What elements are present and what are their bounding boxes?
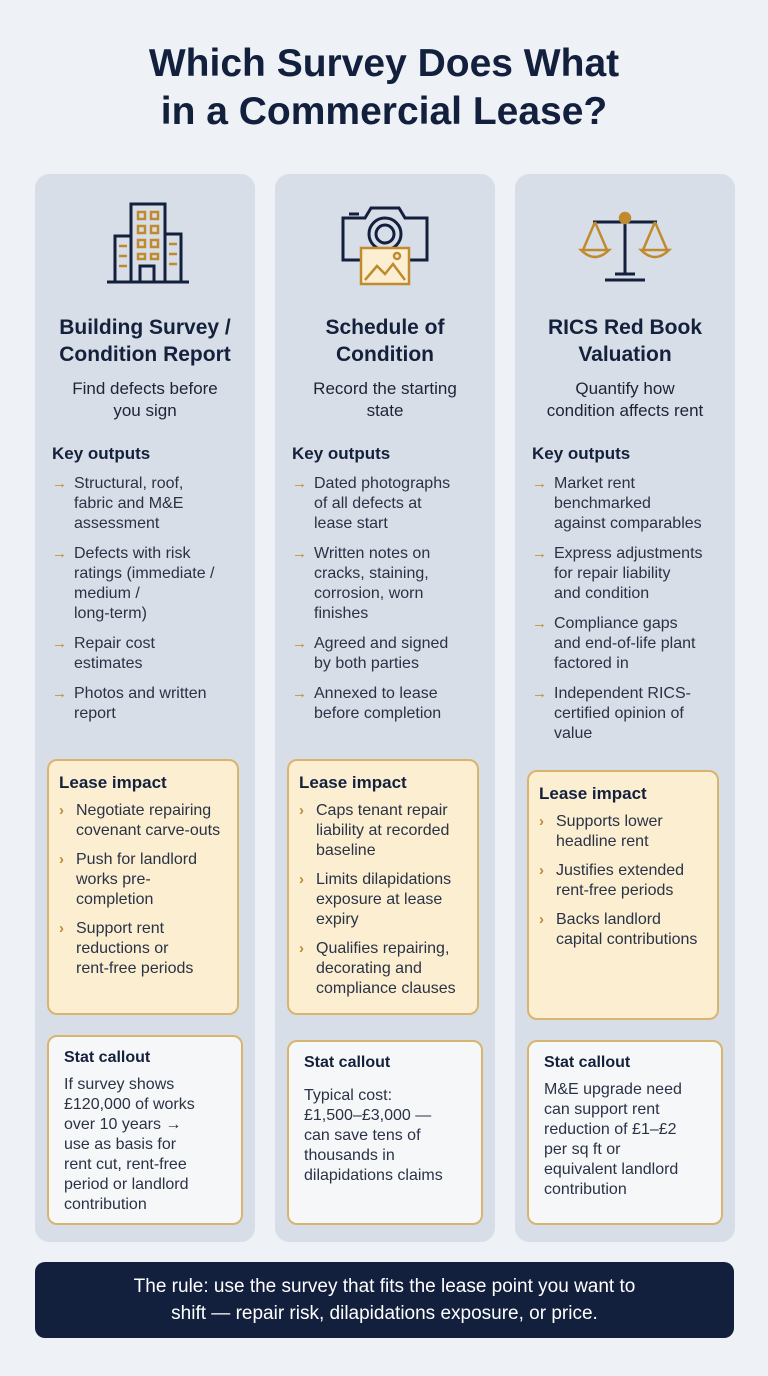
text-line: benchmarked xyxy=(554,495,651,512)
text-line: exposure at lease xyxy=(316,891,443,908)
text-line: baseline xyxy=(316,842,376,859)
column-subtitle-line: you sign xyxy=(113,401,177,420)
text-line: Support rent xyxy=(76,920,165,937)
column-title-line: Schedule of xyxy=(325,316,445,339)
chevron-right-icon: › xyxy=(59,851,64,868)
stat-callout-text xyxy=(64,1075,236,1215)
arrow-right-icon: → xyxy=(52,635,67,652)
text-line: thousands in xyxy=(304,1147,395,1164)
text-line: lease start xyxy=(314,515,388,532)
text-line: rent cut, rent-free xyxy=(64,1156,187,1173)
arrow-right-icon: → xyxy=(532,685,547,702)
text-line: by both parties xyxy=(314,655,419,672)
text-line: medium / xyxy=(74,585,140,602)
survey-column-building xyxy=(35,174,255,1242)
text-line: Supports lower xyxy=(556,813,663,830)
column-title-line: Building Survey / xyxy=(59,316,231,339)
impact-item xyxy=(59,919,239,979)
column-subtitle-line: state xyxy=(366,401,404,420)
text-line: Qualifies repairing, xyxy=(316,940,450,957)
text-line: against comparables xyxy=(554,515,702,532)
output-item xyxy=(532,614,728,674)
text-line: Express adjustments xyxy=(554,545,703,562)
text-line: reductions or xyxy=(76,940,169,957)
column-subtitle xyxy=(47,378,243,422)
lease-impact-list xyxy=(539,812,719,959)
title-line: in a Commercial Lease? xyxy=(160,90,608,133)
text-line: completion xyxy=(76,891,154,908)
arrow-right-icon: → xyxy=(532,545,547,562)
key-outputs-heading: Key outputs xyxy=(292,444,391,463)
column-title xyxy=(43,314,247,368)
chevron-right-icon: › xyxy=(299,802,304,819)
arrow-right-icon: → xyxy=(52,475,67,492)
column-title-line: Valuation xyxy=(578,343,672,366)
arrow-right-icon: → xyxy=(532,475,547,492)
stat-callout-text xyxy=(544,1080,716,1200)
arrow-right-icon: → xyxy=(52,685,67,702)
impact-item xyxy=(539,812,719,852)
text-line: Negotiate repairing xyxy=(76,802,212,819)
text-line: fabric and M&E xyxy=(74,495,184,512)
output-item xyxy=(292,634,488,674)
text-line: capital contributions xyxy=(556,931,698,948)
output-item xyxy=(532,684,728,744)
text-line: cracks, staining, xyxy=(314,565,429,582)
lease-impact-heading: Lease impact xyxy=(299,773,407,792)
text-line: equivalent landlord xyxy=(544,1161,679,1178)
column-subtitle-line: Quantify how xyxy=(575,379,675,398)
text-line: of all defects at xyxy=(314,495,422,512)
text-line: covenant carve-outs xyxy=(76,822,221,839)
text-line: use as basis for xyxy=(64,1136,177,1153)
text-line: estimates xyxy=(74,655,143,672)
text-line: contribution xyxy=(544,1181,627,1198)
text-line: £120,000 of works xyxy=(64,1096,195,1113)
text-line: factored in xyxy=(554,655,629,672)
arrow-right-icon: → xyxy=(292,475,307,492)
text-line: Backs landlord xyxy=(556,911,661,928)
text-line: can save tens of xyxy=(304,1127,421,1144)
impact-item xyxy=(299,870,479,930)
output-item xyxy=(532,474,728,534)
text-line: finishes xyxy=(314,605,369,622)
text-line: rent-free periods xyxy=(556,882,674,899)
chevron-right-icon: › xyxy=(539,862,544,879)
lease-impact-heading: Lease impact xyxy=(539,784,647,803)
text-line: Push for landlord xyxy=(76,851,197,868)
stat-callout-heading: Stat callout xyxy=(304,1054,391,1071)
column-subtitle xyxy=(527,378,723,422)
text-line: per sq ft or xyxy=(544,1141,621,1158)
text-line: Justifies extended xyxy=(556,862,685,879)
output-item xyxy=(292,684,488,724)
text-line: If survey shows xyxy=(64,1076,175,1093)
text-line: for repair liability xyxy=(554,565,671,582)
chevron-right-icon: › xyxy=(59,802,64,819)
key-outputs-list xyxy=(532,474,728,754)
key-outputs-list xyxy=(292,474,488,734)
lease-impact-box xyxy=(287,759,479,1015)
text-line: rent-free periods xyxy=(76,960,194,977)
chevron-right-icon: › xyxy=(539,813,544,830)
column-subtitle-line: Record the starting xyxy=(313,379,457,398)
impact-item xyxy=(539,861,719,901)
lease-impact-box xyxy=(527,770,719,1020)
output-item xyxy=(52,474,248,534)
impact-item xyxy=(299,939,479,999)
text-line: over 10 years → xyxy=(64,1116,182,1133)
camera-photo-icon xyxy=(275,194,495,294)
stat-callout-box xyxy=(287,1040,483,1225)
chevron-right-icon: › xyxy=(299,871,304,888)
lease-impact-box xyxy=(47,759,239,1015)
text-line: Limits dilapidations xyxy=(316,871,452,888)
text-line: Agreed and signed xyxy=(314,635,449,652)
arrow-right-icon: → xyxy=(292,635,307,652)
output-item xyxy=(292,474,488,534)
text-line: Caps tenant repair xyxy=(316,802,448,819)
text-line: expiry xyxy=(316,911,359,928)
office-building-icon xyxy=(35,194,255,294)
chevron-right-icon: › xyxy=(299,940,304,957)
arrow-right-icon: → xyxy=(52,545,67,562)
text-line: works pre- xyxy=(76,871,151,888)
output-item xyxy=(52,684,248,724)
text-line: liability at recorded xyxy=(316,822,450,839)
text-line: Annexed to lease xyxy=(314,685,438,702)
text-line: decorating and xyxy=(316,960,422,977)
chevron-right-icon: › xyxy=(539,911,544,928)
column-subtitle-line: condition affects rent xyxy=(546,401,704,420)
text-line: and condition xyxy=(554,585,650,602)
text-line: headline rent xyxy=(556,833,649,850)
stat-callout-text xyxy=(304,1086,476,1186)
text-line: Repair cost xyxy=(74,635,155,652)
key-outputs-heading: Key outputs xyxy=(532,444,631,463)
text-line: Photos and written xyxy=(74,685,207,702)
survey-column-valuation xyxy=(515,174,735,1242)
page-title xyxy=(0,40,768,136)
impact-item xyxy=(539,910,719,950)
footer-line: The rule: use the survey that fits the lease point you want to xyxy=(133,1276,636,1297)
text-line: reduction of £1–£2 xyxy=(544,1121,677,1138)
output-item xyxy=(292,544,488,624)
output-item xyxy=(532,544,728,604)
text-line: Written notes on xyxy=(314,545,431,562)
text-line: certified opinion of xyxy=(554,705,684,722)
output-item xyxy=(52,634,248,674)
lease-impact-list xyxy=(299,801,479,1008)
text-line: £1,500–£3,000 — xyxy=(304,1107,432,1124)
text-line: before completion xyxy=(314,705,442,722)
text-line: Typical cost: xyxy=(304,1087,393,1104)
text-line: Structural, roof, xyxy=(74,475,184,492)
footer-line: shift — repair risk, dilapidations exposure, or price. xyxy=(171,1303,598,1324)
text-line: Compliance gaps xyxy=(554,615,678,632)
column-subtitle xyxy=(287,378,483,422)
impact-item xyxy=(59,801,239,841)
column-title-line: RICS Red Book xyxy=(547,316,702,339)
text-line: corrosion, worn xyxy=(314,585,424,602)
survey-column-schedule xyxy=(275,174,495,1242)
text-line: M&E upgrade need xyxy=(544,1081,682,1098)
text-line: dilapidations claims xyxy=(304,1167,443,1184)
impact-item xyxy=(59,850,239,910)
rule-footer-banner xyxy=(35,1262,734,1338)
text-line: long-term) xyxy=(74,605,147,622)
chevron-right-icon: › xyxy=(59,920,64,937)
arrow-right-icon: → xyxy=(292,685,307,702)
title-line: Which Survey Does What xyxy=(148,42,620,85)
text-line: Independent RICS- xyxy=(554,685,691,702)
stat-callout-heading: Stat callout xyxy=(64,1049,151,1066)
column-title xyxy=(523,314,727,368)
stat-callout-box xyxy=(47,1035,243,1225)
balance-scale-icon xyxy=(515,194,735,294)
column-title xyxy=(283,314,487,368)
text-line: report xyxy=(74,705,116,722)
text-line: contribution xyxy=(64,1196,147,1213)
stat-callout-box xyxy=(527,1040,723,1225)
text-line: compliance clauses xyxy=(316,980,456,997)
column-subtitle-line: Find defects before xyxy=(72,379,218,398)
stat-callout-heading: Stat callout xyxy=(544,1054,631,1071)
arrow-right-icon: → xyxy=(532,615,547,632)
lease-impact-list xyxy=(59,801,239,988)
column-title-line: Condition xyxy=(336,343,434,366)
text-line: can support rent xyxy=(544,1101,660,1118)
key-outputs-list xyxy=(52,474,248,734)
text-line: period or landlord xyxy=(64,1176,189,1193)
output-item xyxy=(52,544,248,624)
lease-impact-heading: Lease impact xyxy=(59,773,167,792)
column-title-line: Condition Report xyxy=(59,343,231,366)
text-line: value xyxy=(554,725,593,742)
text-line: and end-of-life plant xyxy=(554,635,696,652)
key-outputs-heading: Key outputs xyxy=(52,444,151,463)
arrow-right-icon: → xyxy=(292,545,307,562)
text-line: Market rent xyxy=(554,475,635,492)
impact-item xyxy=(299,801,479,861)
text-line: ratings (immediate / xyxy=(74,565,215,582)
text-line: Defects with risk xyxy=(74,545,191,562)
text-line: assessment xyxy=(74,515,160,532)
text-line: Dated photographs xyxy=(314,475,451,492)
